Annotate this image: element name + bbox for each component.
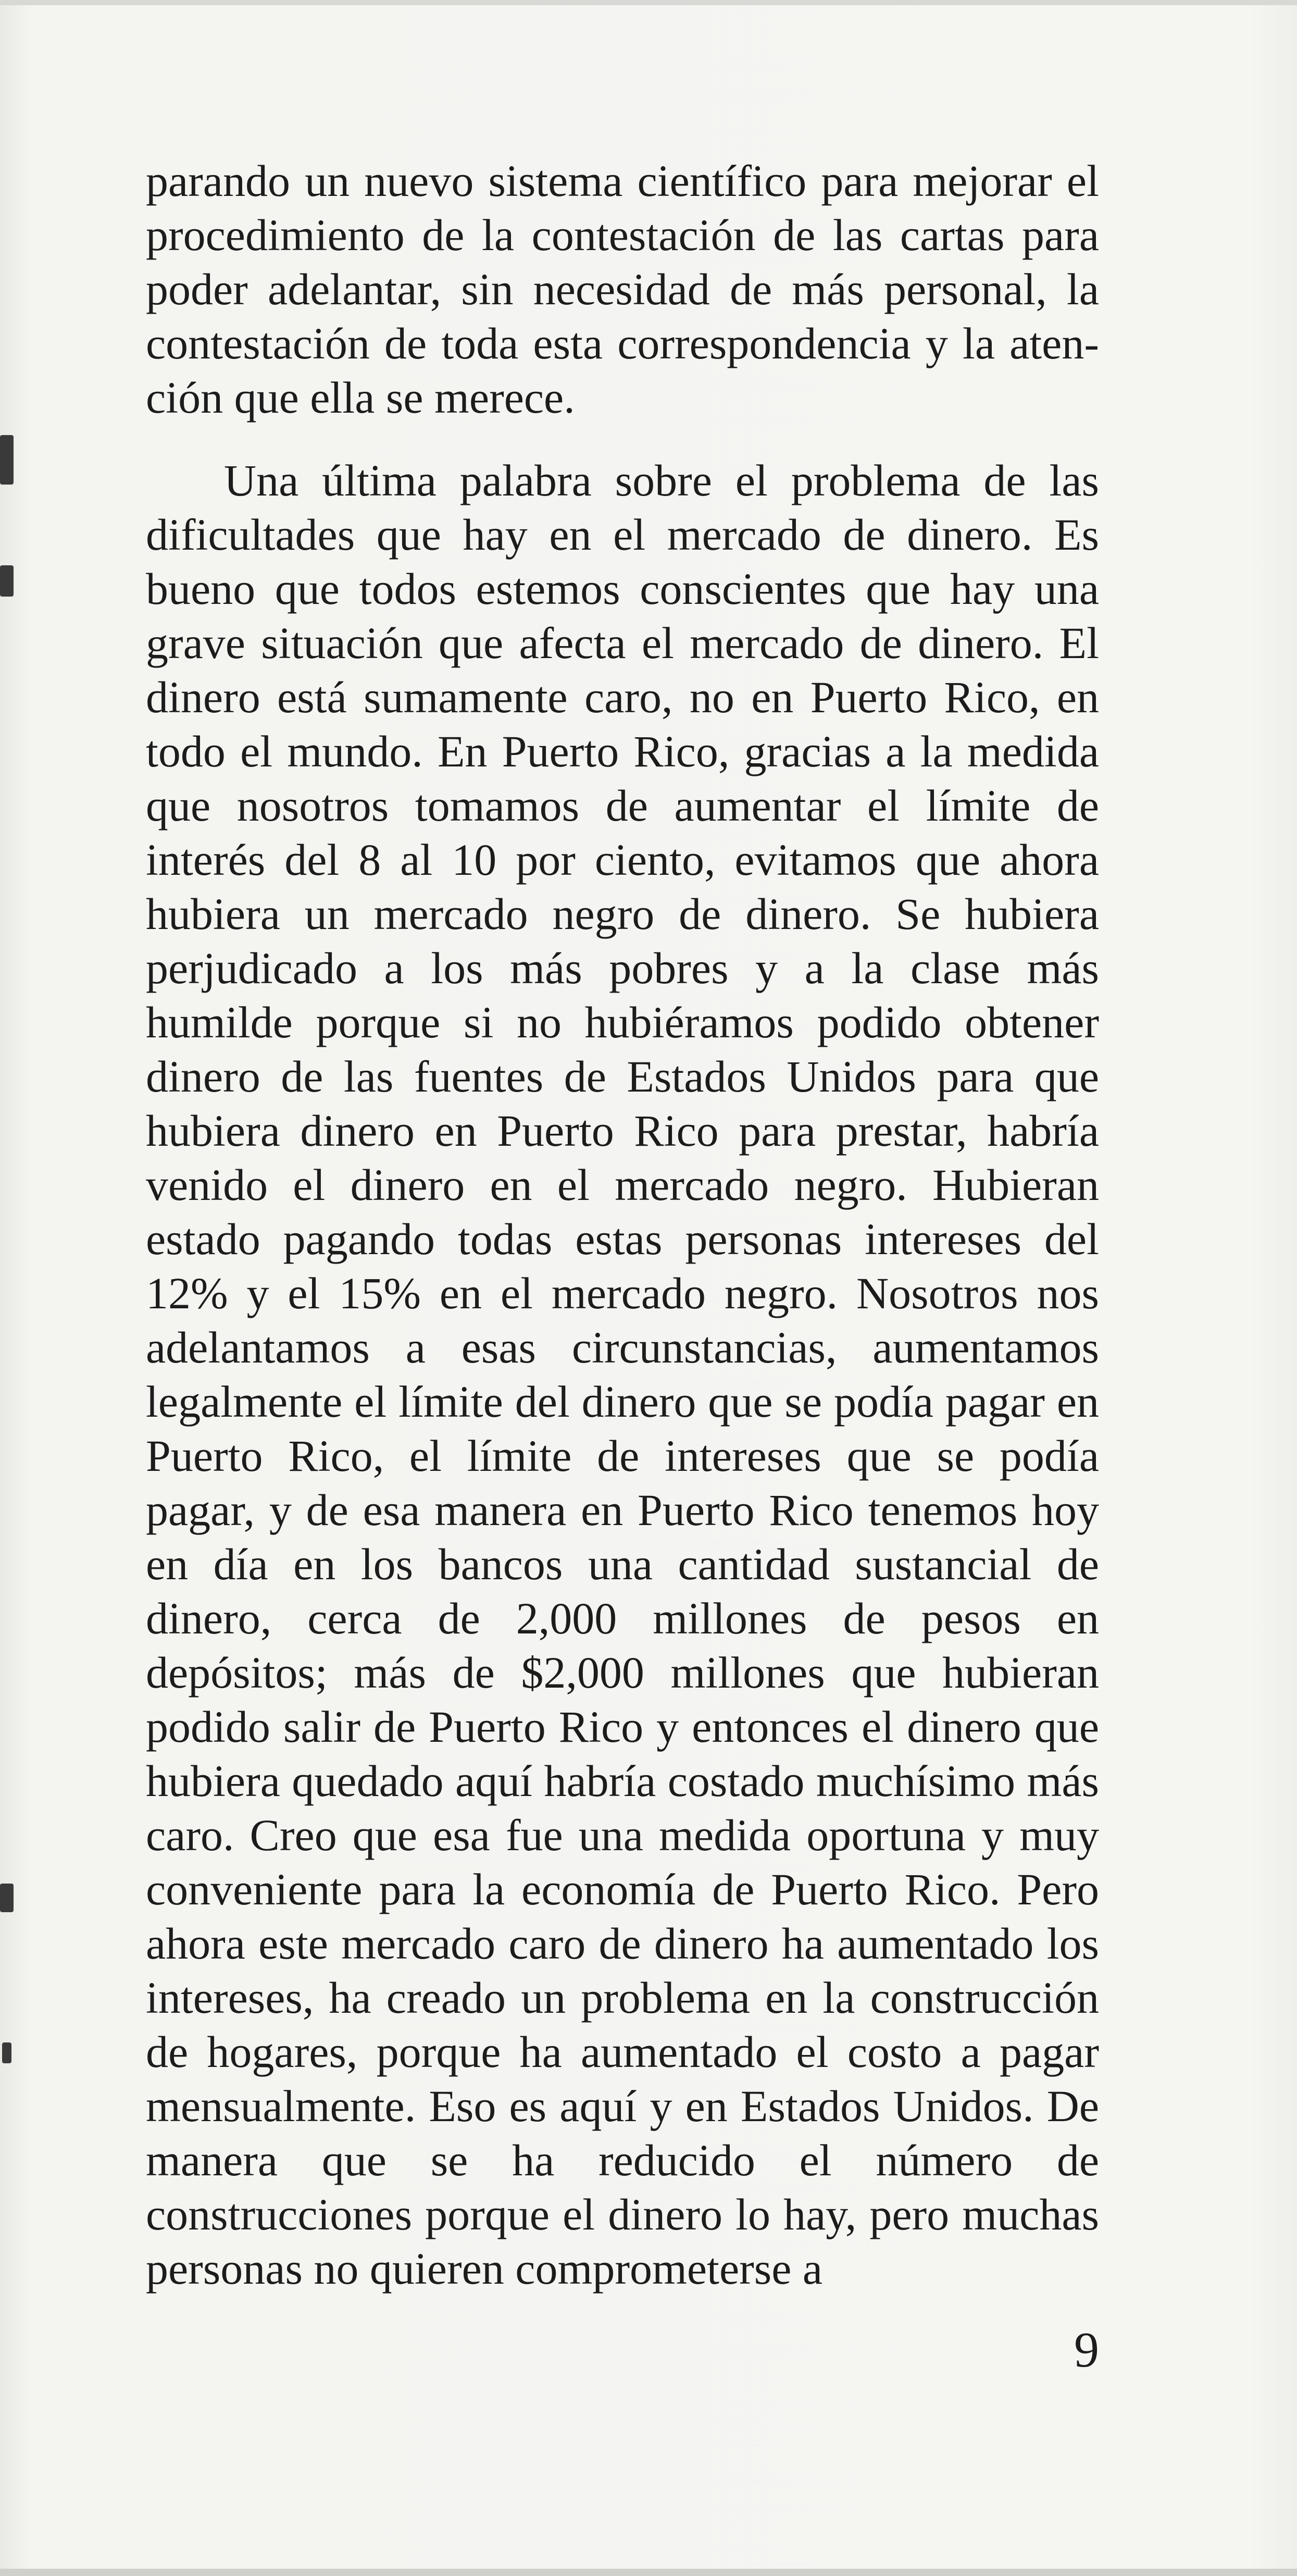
binding-mark	[0, 1884, 14, 1912]
paragraph: Una última palabra sobre el problema de las dificultades que hay en el mercado de dinero. Es bueno que todos estemos conscientes que hay una grave situación que afecta el mercado de dinero. El dinero está sumamente caro, no en Puerto Rico, en todo el mundo. En Puerto Rico, gracias a la medida que nosotros tomamos de aumentar el límite de interés del 8 al 10 por ciento, evitamos que ahora hubiera un mercado negro de dinero. Se hubiera perjudicado a los más pobres y a la clase más humilde porque si no hubiéramos podido obtener dinero de las fuentes de Estados Unidos para que hubiera dinero en Puerto Rico para prestar, habría venido el dinero en el mercado negro. Hubieran estado pagando todas estas personas intereses del 12% y el 15% en el mercado negro. Nosotros nos adelantamos a esas circunstancias, aumentamos legalmente el límite del dinero que se podía pagar en Puerto Rico, el límite de intereses que se podía pagar, y de esa manera en Puerto Rico tenemos hoy en día en los bancos una cantidad sustancial de dinero, cerca de 2,000 millones de pesos en depósitos; más de $2,000 millones que hubieran podido salir de Puerto Rico y entonces el dinero que hubiera quedado aquí habría costado muchísimo más caro. Creo que esa fue una medida oportuna y muy conveniente para la economía de Puerto Rico. Pero ahora este mercado caro de dinero ha aumentado los intereses, ha creado un problema en la construcción de hogares, porque ha aumentado el costo a pagar mensualmente. Eso es aquí y en Estados Unidos. De manera que se ha reducido el número de construcciones porque el dinero lo hay, pero muchas personas no quieren comprometerse a	[146, 455, 1099, 2294]
binding-mark	[2, 2042, 11, 2063]
scan-top-edge	[0, 0, 1297, 5]
binding-mark	[0, 565, 14, 597]
scan-bottom-edge	[0, 2569, 1297, 2576]
binding-mark	[0, 435, 14, 485]
paragraph: parando un nuevo sistema científico para mejorar el procedimiento de la contestación de las cartas para poder adelantar, sin necesidad de más personal, la contestación de toda esta correspondencia y la atención que ella se merece.	[146, 156, 1099, 423]
body-text	[146, 154, 1099, 2296]
page-number: 9	[1074, 2322, 1099, 2377]
